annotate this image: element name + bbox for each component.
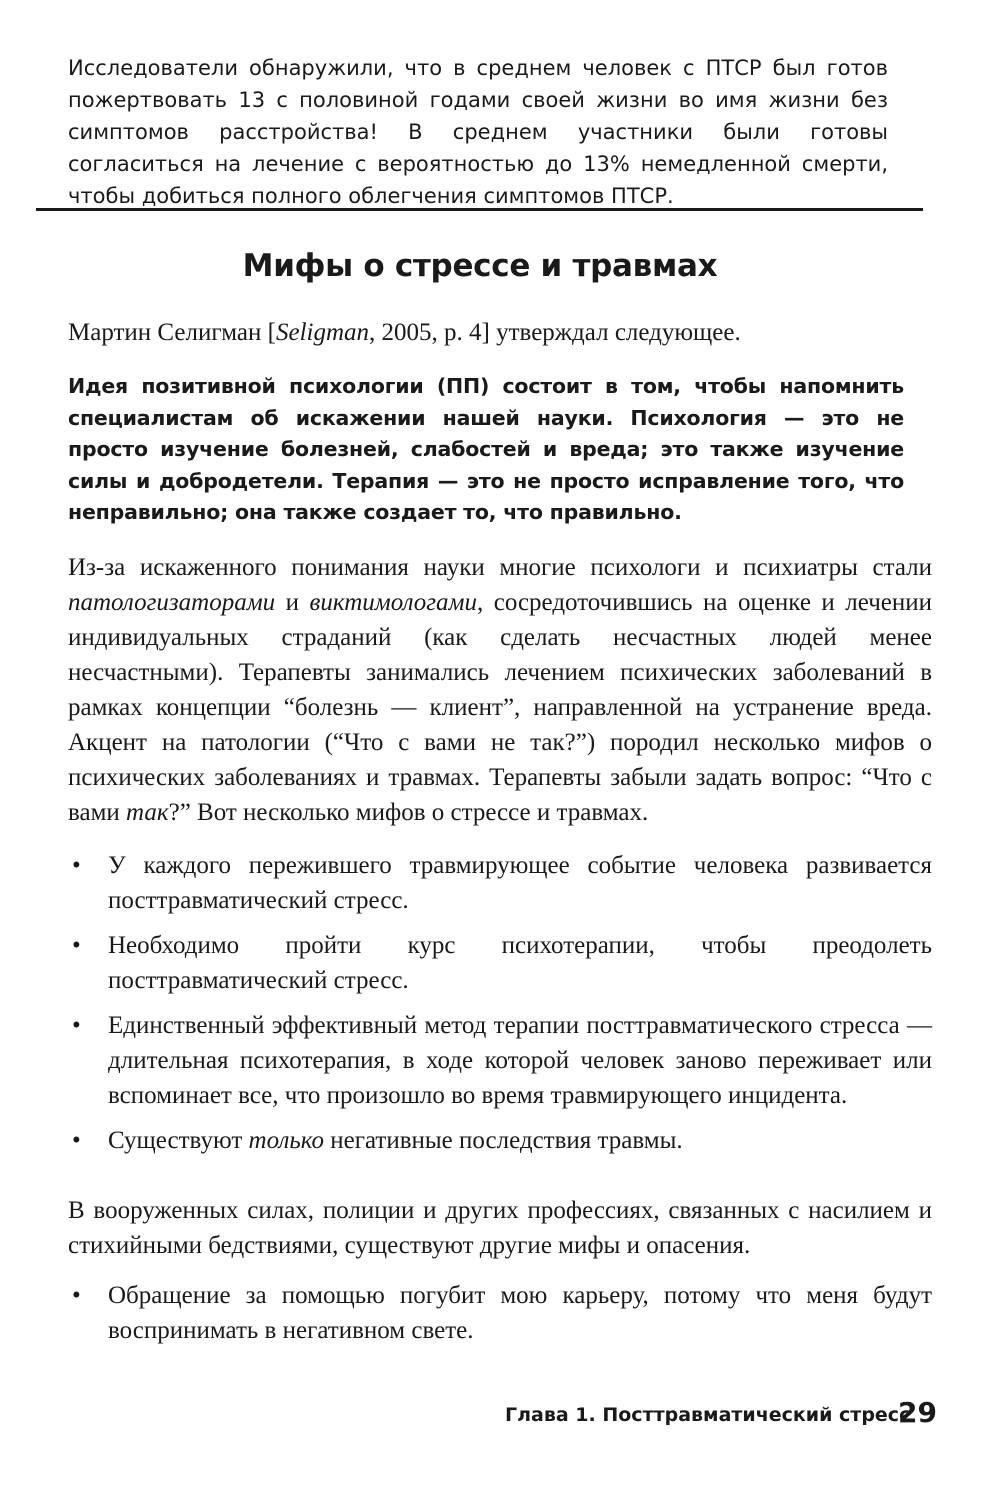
citation-intro-start: Мартин Селигман [ [68,319,276,346]
list-item [68,928,932,998]
citation-author: Seligman [275,319,370,346]
paragraph-1-part-4: ?” Вот несколько мифов о стрессе и травмах. [168,799,649,826]
horizontal-rule [36,208,923,211]
list-item [68,1008,932,1113]
bullet-icon: • [72,1127,81,1154]
myths-list [68,848,932,1168]
list-item-text-start: Существуют [108,1127,249,1154]
paragraph-1-italic-3: так [126,799,169,826]
list-item [68,848,932,918]
citation-intro-end: , 2005, p. 4] утверждал следующее. [369,319,741,346]
body-paragraph-1 [68,550,932,830]
bullet-icon: • [72,932,81,959]
list-item [68,1278,932,1348]
body-paragraph-2: В вооруженных силах, полиции и других профессиях, связанных с насилием и стихийными бедствиями, существуют другие мифы и опасения. [68,1197,932,1259]
page-number: 29 [898,1396,937,1429]
paragraph-1-part-2: и [275,589,310,616]
bullet-icon: • [72,852,81,879]
citation-intro [68,316,928,350]
paragraph-1-part-3: , сосредоточившись на оценке и лечении индивидуальных страданий (как сделать несчастных людей менее несчастными). Терапевты занимались лечением психических заболеваний в рамках концепции “болезнь — клиент”, направленной на устранение вреда. Акцент на патологии (“Что с вами не так?”) породил несколько мифов о психических заболеваниях и травмах. Терапевты забыли задать вопрос: “Что с вами [68,589,932,826]
list-item-text: У каждого пережившего травмирующее событие человека развивается посттравматический стресс. [108,852,932,914]
bullet-icon: • [72,1012,81,1039]
running-footer-chapter: Глава 1. Посттравматический стресс [505,1404,911,1426]
block-quote: Идея позитивной психологии (ПП) состоит в том, чтобы напомнить специалистам об искажении нашей науки. Психология — это не просто изучение болезней, слабостей и вреда; это также изучение силы и добродетели. Терапия — это не просто исправление того, что неправильно; она также создает то, что правильно. [68,374,904,524]
list-item-text: Обращение за помощью погубит мою карьеру, потому что меня будут воспринимать в негативном свете. [108,1282,932,1344]
sidebar-note-text: Исследователи обнаружили, что в среднем человек с ПТСР был готов пожертвовать 13 с половиной годами своей жизни во имя жизни без симптомов расстройства! В среднем участники были готовы согласиться на лечение с вероятностью до 13% немедленной смерти, чтобы добиться полного облегчения симптомов ПТСР. [68,56,888,208]
fears-list [68,1278,932,1358]
list-item-text: Единственный эффективный метод терапии посттравматического стресса — длительная психотерапия, в ходе которой человек заново переживает или вспоминает все, что произошло во время травмирующего инцидента. [108,1012,932,1109]
paragraph-1-part-1: Из-за искаженного понимания науки многие психологи и психиатры стали [68,554,932,581]
list-item-text: Необходимо пройти курс психотерапии, чтобы преодолеть посттравматический стресс. [108,932,932,994]
paragraph-1-italic-1: патологизаторами [68,589,276,616]
paragraph-1-italic-2: виктимологами [309,589,478,616]
list-item [68,1123,932,1158]
list-item-text-end: негативные последствия травмы. [323,1127,683,1154]
bullet-icon: • [72,1282,81,1309]
section-heading: Мифы о стрессе и травмах [242,248,718,284]
list-item-italic: только [248,1127,324,1154]
